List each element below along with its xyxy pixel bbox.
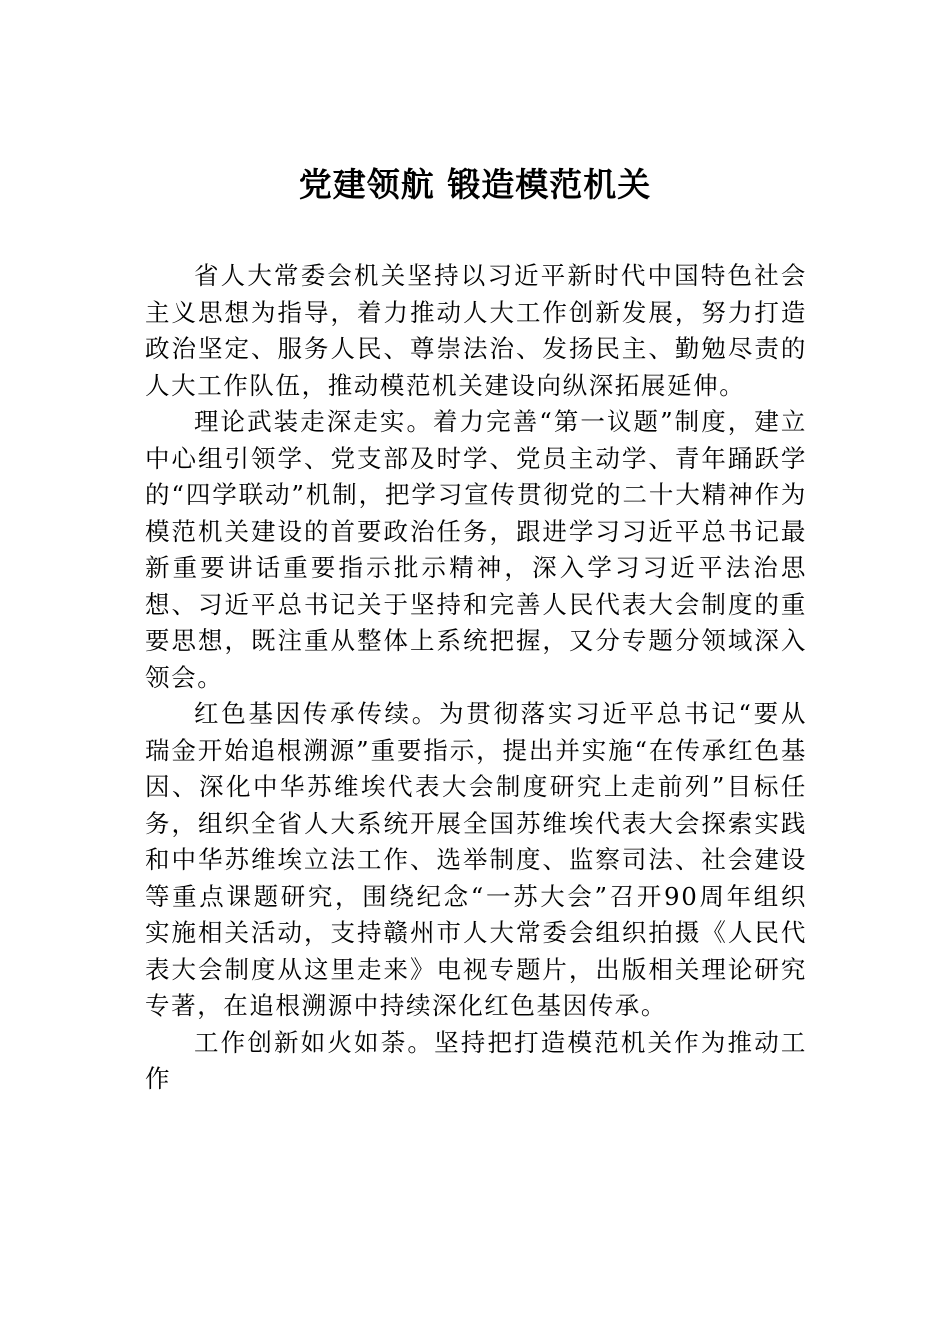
document-body	[145, 258, 807, 1098]
section-heading-innovation: 工作创新如火如荼。	[194, 1027, 435, 1057]
section-paragraph-red-gene	[145, 696, 807, 1025]
section-paragraph-theory	[145, 404, 807, 696]
section-text-red-gene: 为贯彻落实习近平总书记“要从瑞金开始追根溯源”重要指示，提出并实施“在传承红色基因、深化中华苏维埃代表大会制度研究上走前列”目标任务，组织全省人大系统开展全国苏维埃代表大会探索实践和中华苏维埃立法工作、选举制度、监察司法、社会建设等重点课题研究，围绕纪念“一苏大会”召开90周年组织实施相关活动，支持赣州市人大常委会组织拍摄《人民代表大会制度从这里走来》电视专题片，出版相关理论研究专著，在追根溯源中持续深化红色基因传承。	[145, 699, 807, 1020]
section-text-theory: 着力完善“第一议题”制度，建立中心组引领学、党支部及时学、党员主动学、青年踊跃学的“四学联动”机制，把学习宣传贯彻党的二十大精神作为模范机关建设的首要政治任务，跟进学习习近平总书记最新重要讲话重要指示批示精神，深入学习习近平法治思想、习近平总书记关于坚持和完善人民代表大会制度的重要思想，既注重从整体上系统把握，又分专题分领域深入领会。	[145, 407, 807, 692]
section-text-innovation: 坚持把打造模范机关作为推动工作	[145, 1027, 807, 1093]
section-heading-red-gene: 红色基因传承传续。	[194, 699, 439, 728]
intro-paragraph: 省人大常委会机关坚持以习近平新时代中国特色社会主义思想为指导，着力推动人大工作创新发展，努力打造政治坚定、服务人民、尊崇法治、发扬民主、勤勉尽责的人大工作队伍，推动模范机关建设向纵深拓展延伸。	[145, 261, 807, 400]
document-title: 党建领航 锻造模范机关	[298, 165, 652, 204]
section-heading-theory: 理论武装走深走实。	[194, 407, 434, 436]
section-paragraph-innovation	[145, 1025, 807, 1098]
